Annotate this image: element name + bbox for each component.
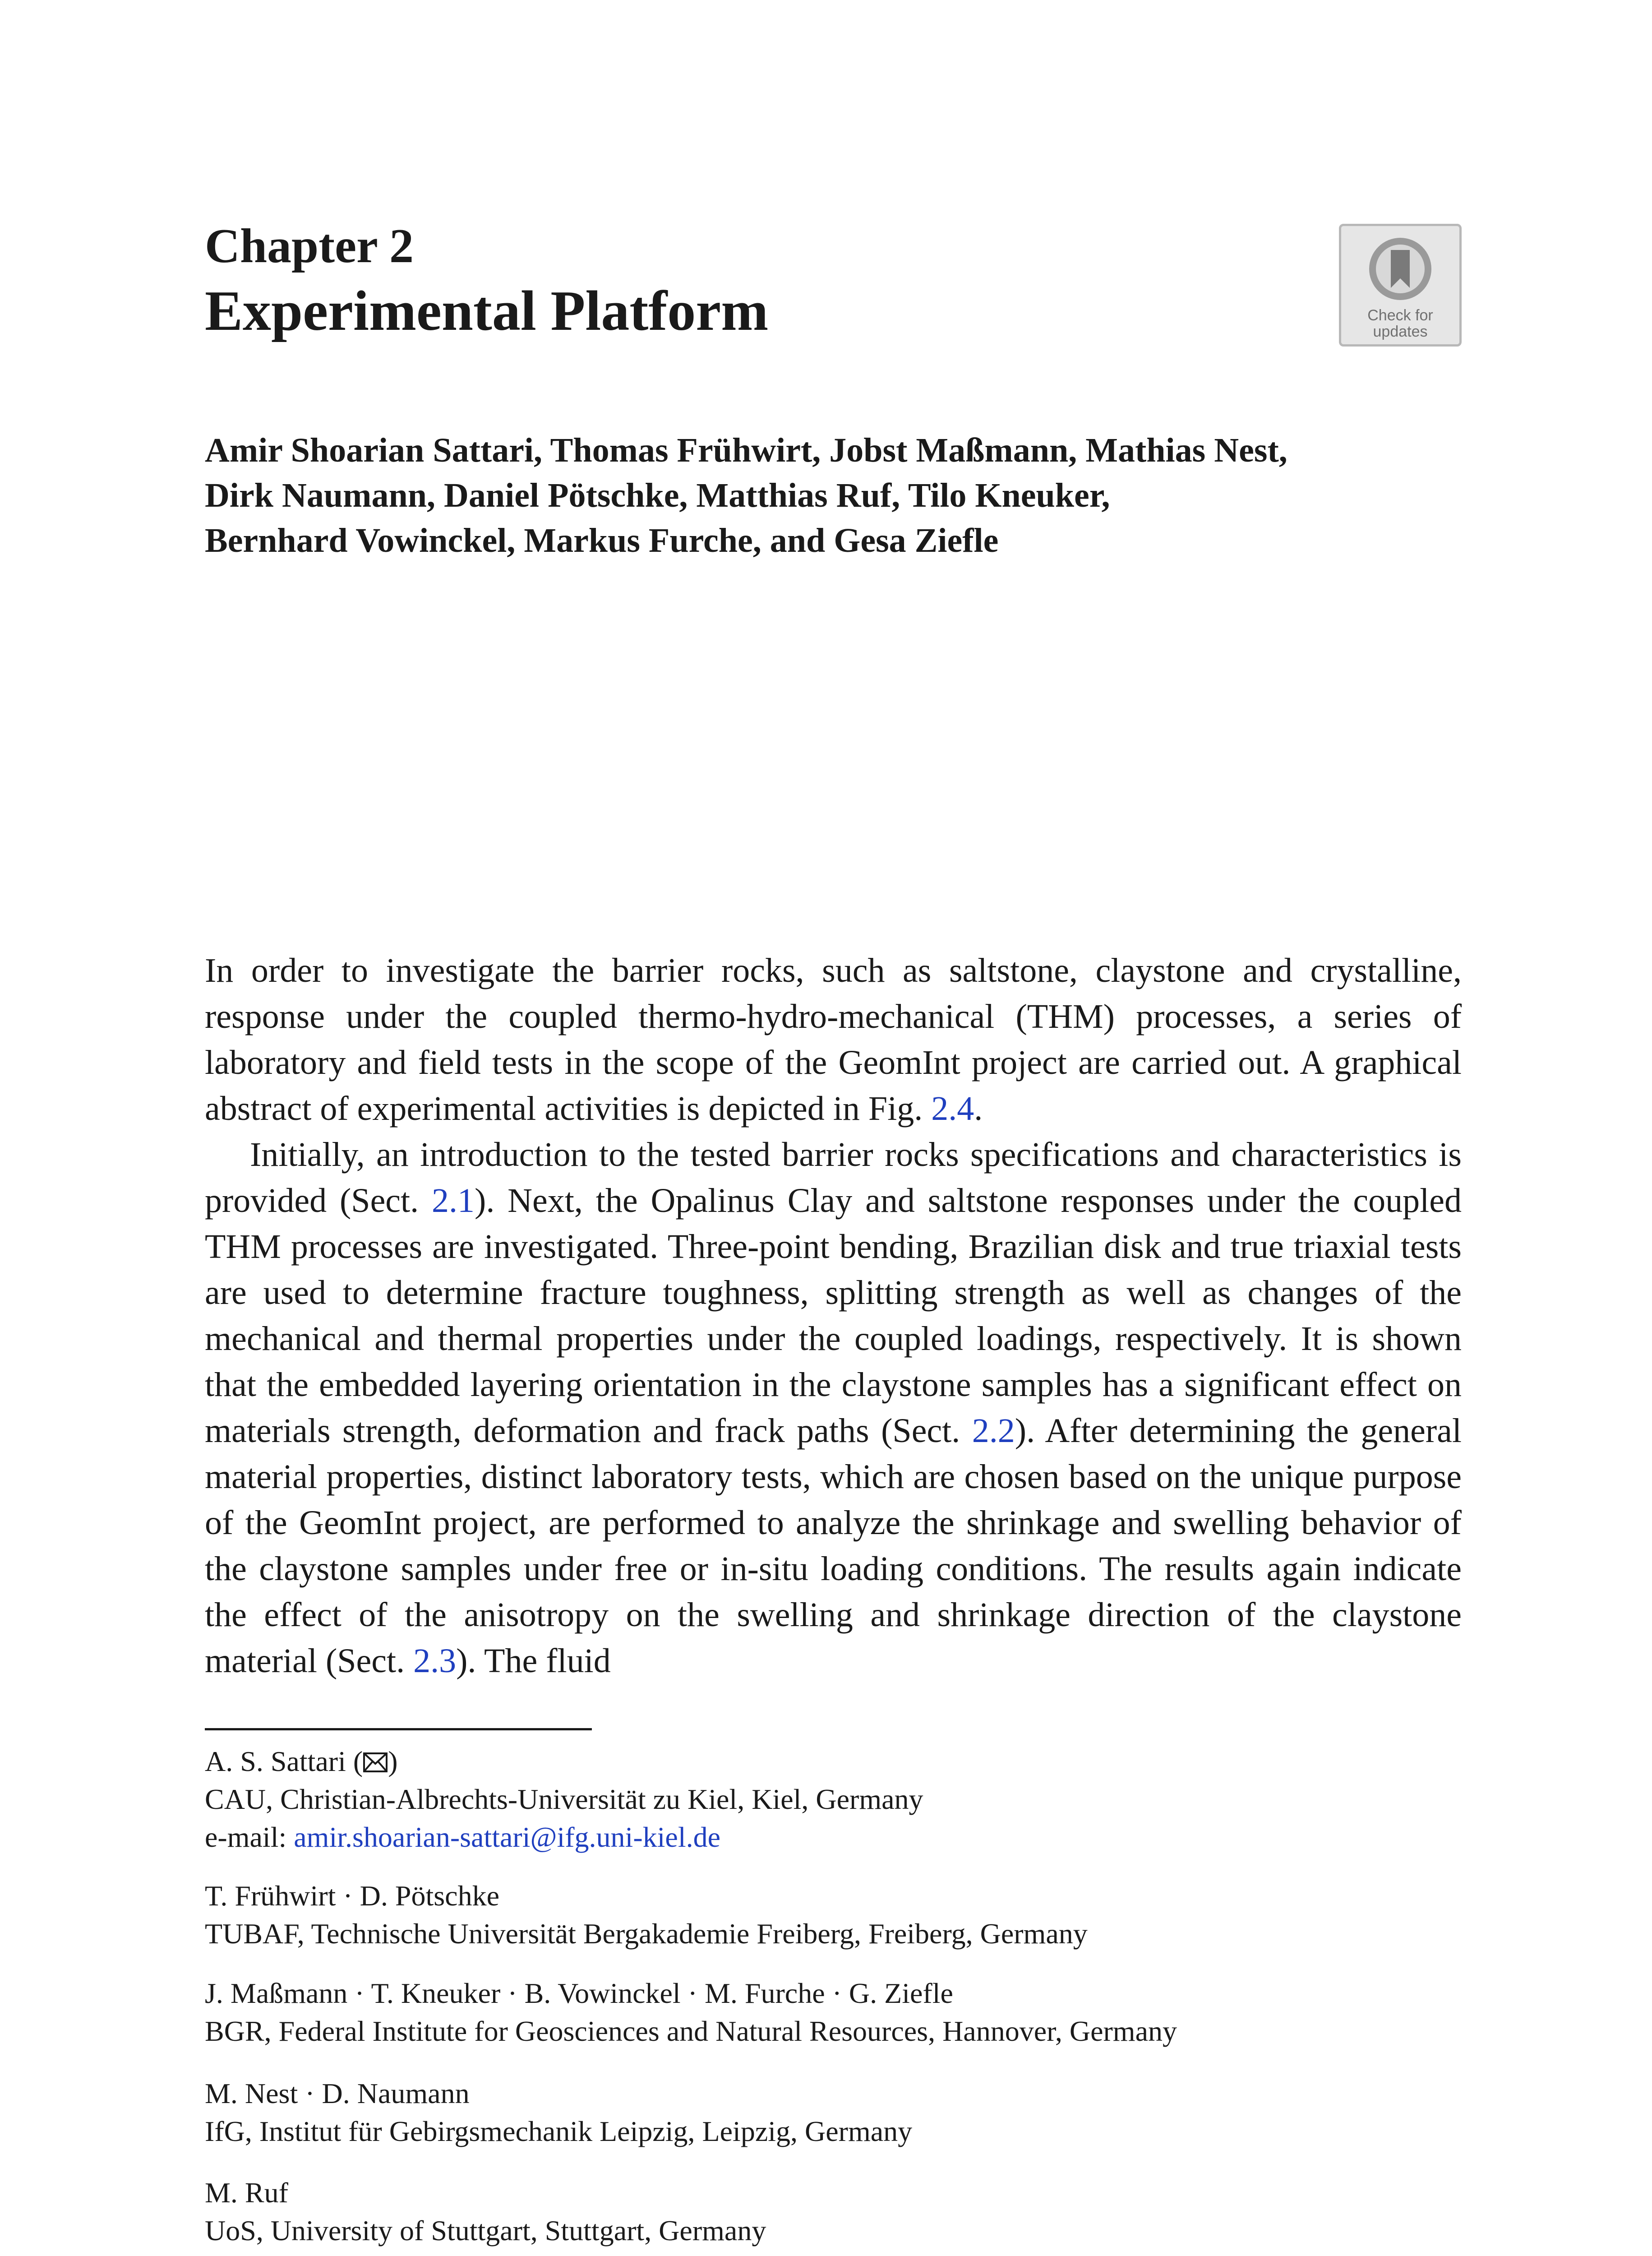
author-line-1: Amir Shoarian Sattari, Thomas Frühwirt, Jobst Maßmann, Mathias Nest, bbox=[205, 431, 1287, 469]
affiliation-names-close: ) bbox=[388, 1745, 398, 1777]
figure-ref-2-4[interactable]: 2.4 bbox=[931, 1090, 974, 1128]
badge-line-1: Check for bbox=[1367, 307, 1433, 324]
affiliation-names: J. Maßmann · T. Kneuker · B. Vowinckel · M. Furche · G. Ziefle bbox=[205, 1977, 953, 2009]
footnote-divider bbox=[205, 1728, 592, 1730]
bookmark-crossmark-icon bbox=[1366, 235, 1434, 303]
chapter-body bbox=[205, 948, 1462, 1684]
author-line-2: Dirk Naumann, Daniel Pötschke, Matthias Ruf, Tilo Kneuker, bbox=[205, 476, 1110, 514]
paragraph-1-text: In order to investigate the barrier rocks, such as saltstone, claystone and crystalline, response under the coupled thermo-hydro-mechanical (THM) processes, a series of laboratory and field tests in the scope of the GeomInt project are carried out. A graphical abstract of experimental activities is depicted in Fig. bbox=[205, 952, 1462, 1128]
paragraph-2-text-c: ). After determining the general material properties, distinct laboratory tests, which are chosen based on the unique purpose of the GeomInt project, are performed to analyze the shrinkage and swelling behavior of the claystone samples under free or in-situ loading conditions. The results again indicate the effect of the anisotropy on the swelling and shrinkage direction of the claystone material (Sect. bbox=[205, 1412, 1462, 1680]
section-ref-2-2[interactable]: 2.2 bbox=[972, 1412, 1015, 1450]
affiliation-institution: CAU, Christian-Albrechts-Universität zu Kiel, Kiel, Germany bbox=[205, 1783, 923, 1815]
affiliation-names: M. Nest · D. Naumann bbox=[205, 2077, 470, 2109]
affiliation-4 bbox=[205, 2075, 1468, 2150]
email-link[interactable]: amir.shoarian-sattari@ifg.uni-kiel.de bbox=[294, 1821, 720, 1853]
affiliation-names: T. Frühwirt · D. Pötschke bbox=[205, 1880, 499, 1912]
paragraph-2-text-d: ). The fluid bbox=[456, 1642, 611, 1680]
affiliation-names-text: A. S. Sattari ( bbox=[205, 1745, 363, 1777]
paragraph-1 bbox=[205, 948, 1462, 1132]
section-ref-2-3[interactable]: 2.3 bbox=[413, 1642, 457, 1680]
affiliation-5 bbox=[205, 2174, 1468, 2250]
paragraph-2 bbox=[205, 1132, 1462, 1684]
chapter-title: Experimental Platform bbox=[205, 280, 769, 342]
envelope-icon[interactable] bbox=[363, 1752, 388, 1773]
paragraph-2-text-b: ). Next, the Opalinus Clay and saltstone responses under the coupled THM processes are investigated. Three-point bending, Brazilian disk and true triaxial tests are used to determine fracture toughness, splitting strength as well as changes of the mechanical and thermal properties under the coupled loadings, respectively. It is shown that the embedded layering orientation in the claystone samples has a significant effect on materials strength, deformation and frack paths (Sect. bbox=[205, 1182, 1462, 1450]
badge-label bbox=[1367, 307, 1433, 340]
affiliation-institution: BGR, Federal Institute for Geosciences and Natural Resources, Hannover, Germany bbox=[205, 2015, 1177, 2047]
author-line-3: Bernhard Vowinckel, Markus Furche, and Gesa Ziefle bbox=[205, 522, 999, 559]
affiliation-names: M. Ruf bbox=[205, 2177, 288, 2209]
badge-line-2: updates bbox=[1373, 323, 1428, 340]
affiliation-institution: UoS, University of Stuttgart, Stuttgart, Germany bbox=[205, 2214, 766, 2247]
check-for-updates-badge[interactable] bbox=[1339, 224, 1462, 347]
email-label: e-mail: bbox=[205, 1821, 294, 1853]
affiliation-2 bbox=[205, 1877, 1468, 1953]
affiliation-names bbox=[205, 1743, 1468, 1780]
section-ref-2-1[interactable]: 2.1 bbox=[432, 1182, 475, 1220]
author-list bbox=[205, 428, 1468, 563]
paragraph-2-text-a: Initially, an introduction to the tested barrier rocks specifications and characteristics is provided (Sect. bbox=[205, 1136, 1462, 1220]
affiliation-institution: IfG, Institut für Gebirgsmechanik Leipzig, Leipzig, Germany bbox=[205, 2115, 913, 2147]
affiliation-email-line bbox=[205, 1818, 1468, 1856]
paragraph-1-end: . bbox=[974, 1090, 983, 1128]
affiliation-institution: TUBAF, Technische Universität Bergakademie Freiberg, Freiberg, Germany bbox=[205, 1918, 1088, 1950]
affiliation-1 bbox=[205, 1743, 1468, 1856]
affiliation-3 bbox=[205, 1974, 1468, 2050]
chapter-label: Chapter 2 bbox=[205, 219, 414, 273]
